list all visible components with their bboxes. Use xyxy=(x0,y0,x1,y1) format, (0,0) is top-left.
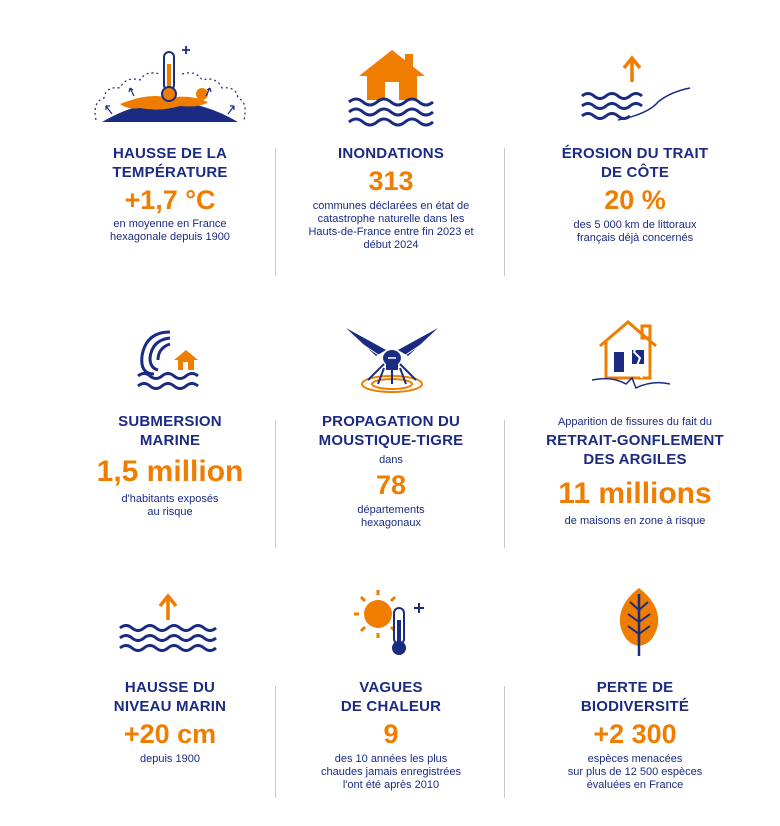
stat-description: espèces menacées xyxy=(587,753,683,765)
stat-title: MARINE xyxy=(139,432,201,449)
stat-temperature xyxy=(60,144,280,244)
stat-title: INONDATIONS xyxy=(337,145,445,162)
stat-title: PERTE DE xyxy=(596,679,674,696)
cracked-house-icon xyxy=(592,318,674,392)
divider xyxy=(504,148,505,276)
stat-floods xyxy=(282,144,500,252)
stat-sea-level xyxy=(60,678,280,766)
stat-value: 9 xyxy=(383,719,399,749)
stat-title: HAUSSE DE LA xyxy=(112,145,228,162)
stat-title: DE CHALEUR xyxy=(340,698,442,715)
stat-value: 11 millions xyxy=(558,477,712,510)
wave-house-icon xyxy=(136,328,208,392)
leaf-icon xyxy=(614,584,664,658)
stat-description: des 5 000 km de littoraux xyxy=(573,219,697,231)
stat-description: en moyenne en France xyxy=(113,218,227,230)
stat-description: début 2024 xyxy=(363,239,419,251)
mosquito-icon xyxy=(340,322,444,396)
thermometer-globe-icon xyxy=(90,42,250,128)
stat-value: 20 % xyxy=(604,185,666,215)
stat-title: MOUSTIQUE-TIGRE xyxy=(318,432,464,449)
stat-description: Hauts-de-France entre fin 2023 et xyxy=(308,226,474,238)
stat-description: catastrophe naturelle dans les xyxy=(317,213,465,225)
stat-mosquito xyxy=(282,412,500,530)
stat-title: VAGUES xyxy=(359,679,423,696)
stat-title: SUBMERSION xyxy=(118,413,222,430)
stat-value: +2 300 xyxy=(593,719,677,749)
stat-title: PROPAGATION DU xyxy=(321,413,461,430)
stat-description: d'habitants exposés xyxy=(121,493,219,505)
stat-heatwaves xyxy=(282,678,500,792)
stat-description: hexagonaux xyxy=(361,517,421,529)
coastal-erosion-icon xyxy=(578,52,694,126)
stat-value: 313 xyxy=(368,166,414,196)
stat-submersion xyxy=(60,412,280,519)
stat-title: HAUSSE DU xyxy=(124,679,216,696)
stat-description: évaluées en France xyxy=(586,779,684,791)
sun-thermometer-icon xyxy=(350,586,434,660)
stat-clay xyxy=(510,416,760,528)
stat-description: sur plus de 12 500 espèces xyxy=(567,766,703,778)
flooded-house-icon xyxy=(345,46,439,130)
stat-description: hexagonale depuis 1900 xyxy=(110,231,230,243)
divider xyxy=(504,686,505,798)
stat-preamble: dans xyxy=(379,454,403,466)
stat-value: +20 cm xyxy=(123,719,217,749)
stat-title: NIVEAU MARIN xyxy=(113,698,227,715)
stat-description: de maisons en zone à risque xyxy=(564,515,706,527)
stat-description: au risque xyxy=(147,506,193,518)
stat-description: depuis 1900 xyxy=(140,753,200,765)
stat-description: français déjà concernés xyxy=(576,232,694,244)
stat-description: des 10 années les plus xyxy=(334,753,448,765)
stat-description: chaudes jamais enregistrées xyxy=(320,766,462,778)
stat-title: DE CÔTE xyxy=(600,164,670,181)
stat-title: BIODIVERSITÉ xyxy=(580,698,690,715)
stat-value: +1,7 °C xyxy=(124,185,216,215)
stat-title: RETRAIT-GONFLEMENT xyxy=(546,432,724,449)
stat-title: TEMPÉRATURE xyxy=(112,164,228,181)
stat-preamble: Apparition de fissures du fait du xyxy=(557,416,713,428)
stat-title: ÉROSION DU TRAIT xyxy=(561,145,709,162)
stat-value: 1,5 million xyxy=(96,455,244,488)
stat-description: départements xyxy=(357,504,425,516)
stat-biodiversity xyxy=(510,678,760,792)
sea-level-icon xyxy=(118,590,218,658)
stat-title: DES ARGILES xyxy=(583,451,687,468)
stat-description: communes déclarées en état de xyxy=(312,200,470,212)
stat-value: 78 xyxy=(375,470,407,500)
divider xyxy=(504,420,505,548)
stat-erosion xyxy=(510,144,760,245)
stat-description: l'ont été après 2010 xyxy=(342,779,440,791)
